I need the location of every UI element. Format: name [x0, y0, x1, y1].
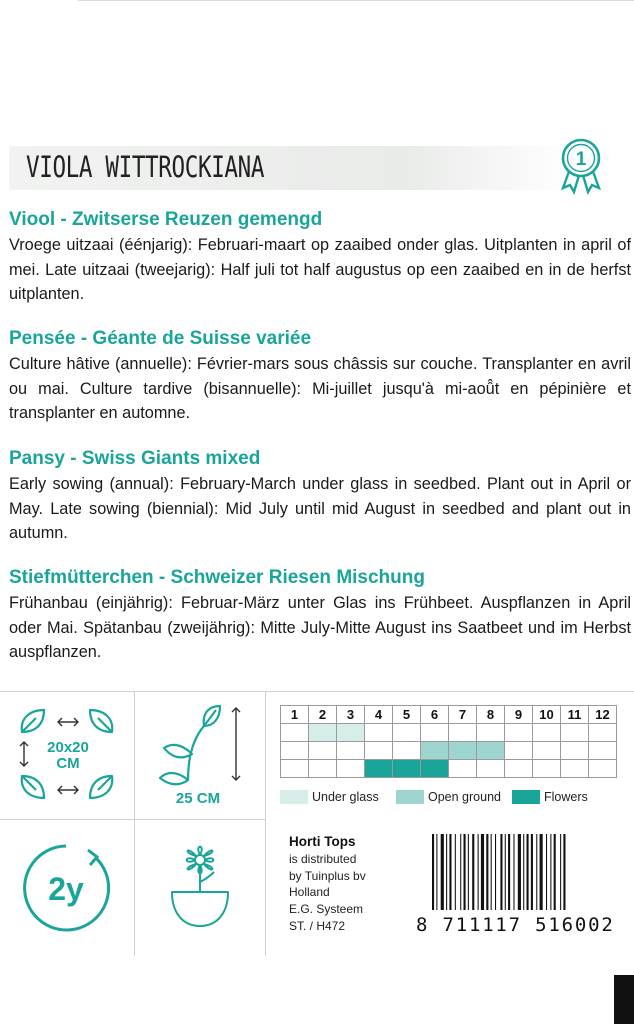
calendar-cell	[337, 724, 365, 742]
barcode-bar	[446, 834, 447, 910]
barcode-bar	[540, 834, 543, 910]
barcode-bar	[508, 834, 510, 910]
section-text: Early sowing (annual): February-March under glass in seedbed. Plant out in April or May. Late sowing (biennial): Mid July until mid August in seedbed and plant out in autumn.	[9, 475, 631, 542]
legend-flowers	[512, 790, 588, 806]
barcode-bar	[527, 834, 529, 910]
barcode-bar	[550, 834, 551, 910]
brand-name: Horti Tops	[289, 834, 356, 849]
legend-under-glass	[280, 790, 379, 806]
barcode-bar	[500, 834, 502, 910]
barcode-icon	[432, 834, 622, 914]
month-cell: 3	[337, 706, 365, 724]
calendar-cell	[505, 760, 533, 778]
month-cell: 6	[421, 706, 449, 724]
barcode-bar	[436, 834, 437, 910]
barcode-bar	[554, 834, 556, 910]
calendar-cell	[337, 742, 365, 760]
section-text: Frühanbau (einjährig): Februar-März unter Glas ins Frühbeet. Auspflanzen in April oder Mai. Spätanbau (zweijährig): Mitte July-Mitte August ins Saatbeet und im Herbst auspflanzen.	[9, 594, 631, 661]
barcode-bar	[518, 834, 521, 910]
barcode-bar	[432, 834, 434, 910]
barcode-bar	[481, 834, 484, 910]
spacing-value: 20x20	[47, 739, 89, 756]
spacing-unit: CM	[56, 755, 80, 772]
plant-height-icon	[148, 700, 253, 810]
section-heading: Pensée - Géante de Suisse variée	[9, 328, 312, 349]
month-cell: 7	[449, 706, 477, 724]
calendar-cell	[281, 724, 309, 742]
calendar-cell	[309, 760, 337, 778]
legend-swatch	[512, 790, 540, 804]
edge-strip	[614, 975, 634, 1024]
barcode-number: 8 711117 516002	[416, 914, 615, 936]
distributor-line: ST. / H472	[289, 918, 346, 933]
section-french	[9, 327, 631, 426]
calendar-cell	[393, 724, 421, 742]
calendar-cell	[309, 724, 337, 742]
month-cell: 10	[533, 706, 561, 724]
barcode-bar	[560, 834, 561, 910]
legend-label: Under glass	[312, 790, 379, 804]
month-cell: 12	[589, 706, 617, 724]
month-cell: 9	[505, 706, 533, 724]
barcode-bar	[464, 834, 466, 910]
calendar-cell	[281, 760, 309, 778]
barcode-bar	[505, 834, 506, 910]
calendar-cell	[561, 724, 589, 742]
calendar-cell	[505, 724, 533, 742]
month-cell: 8	[477, 706, 505, 724]
potted-flower-icon	[160, 832, 240, 942]
divider	[0, 819, 265, 820]
legend-label: Flowers	[544, 790, 588, 804]
section-dutch	[9, 208, 631, 307]
calendar-cell	[533, 760, 561, 778]
calendar-cell	[449, 760, 477, 778]
height-value: 25 CM	[175, 790, 221, 807]
legend-label: Open ground	[428, 790, 501, 804]
badge-number: 1	[575, 149, 587, 170]
barcode-bar	[546, 834, 547, 910]
calendar-cell	[561, 742, 589, 760]
calendar-cell	[533, 742, 561, 760]
legend-swatch	[280, 790, 308, 804]
section-text: Culture hâtive (annuelle): Février-mars sous châssis sur couche. Transplanter en avril ou mai. Culture tardive (bisannuelle): Mi-juillet jusqu'à mi-aoû̂t en pépinière et transplanter en automne.	[9, 355, 631, 422]
distributor-line: E.G. Systeem	[289, 902, 364, 917]
legend-open-ground	[396, 790, 501, 806]
calendar-cell	[589, 760, 617, 778]
distributor-line: is distributed	[289, 851, 357, 866]
sowing-calendar	[280, 705, 617, 778]
product-title: VIOLA WITTROCKIANA	[26, 150, 265, 184]
section-text: Vroege uitzaai (éénjarig): Februari-maart op zaaibed onder glas. Uitplanten in april of mei. Late uitzaai (tweejarig): Half juli tot half augustus op een zaaibed en in de herfst uitplanten.	[9, 236, 631, 303]
calendar-cell	[365, 742, 393, 760]
section-heading: Stiefmütterchen - Schweizer Riesen Mischung	[9, 567, 425, 588]
month-cell: 2	[309, 706, 337, 724]
calendar-cell	[337, 760, 365, 778]
calendar-cell	[421, 742, 449, 760]
barcode-bar	[449, 834, 451, 910]
calendar-cell	[589, 742, 617, 760]
distributor-line: Holland	[289, 885, 330, 900]
barcode-bar	[455, 834, 456, 910]
calendar-cell	[561, 760, 589, 778]
barcode-bar	[563, 834, 565, 910]
calendar-row-flowers	[281, 760, 617, 778]
section-heading: Viool - Zwitserse Reuzen gemengd	[9, 209, 323, 230]
calendar-month-row	[281, 706, 617, 724]
barcode-bar	[478, 834, 479, 910]
barcode-bar	[536, 834, 537, 910]
calendar-cell	[505, 742, 533, 760]
calendar-cell	[309, 742, 337, 760]
barcode-bar	[491, 834, 492, 910]
barcode-bar	[523, 834, 524, 910]
legend-swatch	[396, 790, 424, 804]
calendar-cell	[449, 742, 477, 760]
calendar-row-open-ground	[281, 742, 617, 760]
section-heading: Pansy - Swiss Giants mixed	[9, 448, 261, 469]
biennial-cycle-icon	[16, 838, 116, 938]
calendar-cell	[421, 724, 449, 742]
calendar-cell	[589, 724, 617, 742]
section-english	[9, 447, 631, 546]
barcode-bar	[513, 834, 514, 910]
calendar-cell	[281, 742, 309, 760]
barcode-bar	[441, 834, 444, 910]
barcode-bar	[486, 834, 488, 910]
plant-spacing-icon	[12, 702, 124, 806]
section-german	[9, 566, 631, 665]
divider	[265, 691, 266, 956]
barcode-bar	[472, 834, 474, 910]
barcode-bar	[460, 834, 461, 910]
rosette-badge-icon	[555, 136, 607, 196]
distributor-line: by Tuinplus bv	[289, 868, 366, 883]
calendar-cell	[477, 724, 505, 742]
lifecycle-label: 2y	[48, 871, 84, 907]
month-cell: 1	[281, 706, 309, 724]
calendar-cell	[477, 742, 505, 760]
month-cell: 5	[393, 706, 421, 724]
calendar-cell	[393, 742, 421, 760]
calendar-row-under-glass	[281, 724, 617, 742]
calendar-cell	[393, 760, 421, 778]
calendar-cell	[449, 724, 477, 742]
calendar-cell	[421, 760, 449, 778]
top-divider	[78, 0, 634, 1]
distributor-info	[289, 834, 366, 935]
month-cell: 4	[365, 706, 393, 724]
calendar-cell	[365, 724, 393, 742]
month-cell: 11	[561, 706, 589, 724]
barcode-bar	[495, 834, 496, 910]
divider	[134, 691, 135, 956]
barcode-bar	[531, 834, 533, 910]
calendar-cell	[477, 760, 505, 778]
barcode-bar	[468, 834, 469, 910]
calendar-cell	[365, 760, 393, 778]
calendar-cell	[533, 724, 561, 742]
divider	[0, 691, 634, 692]
